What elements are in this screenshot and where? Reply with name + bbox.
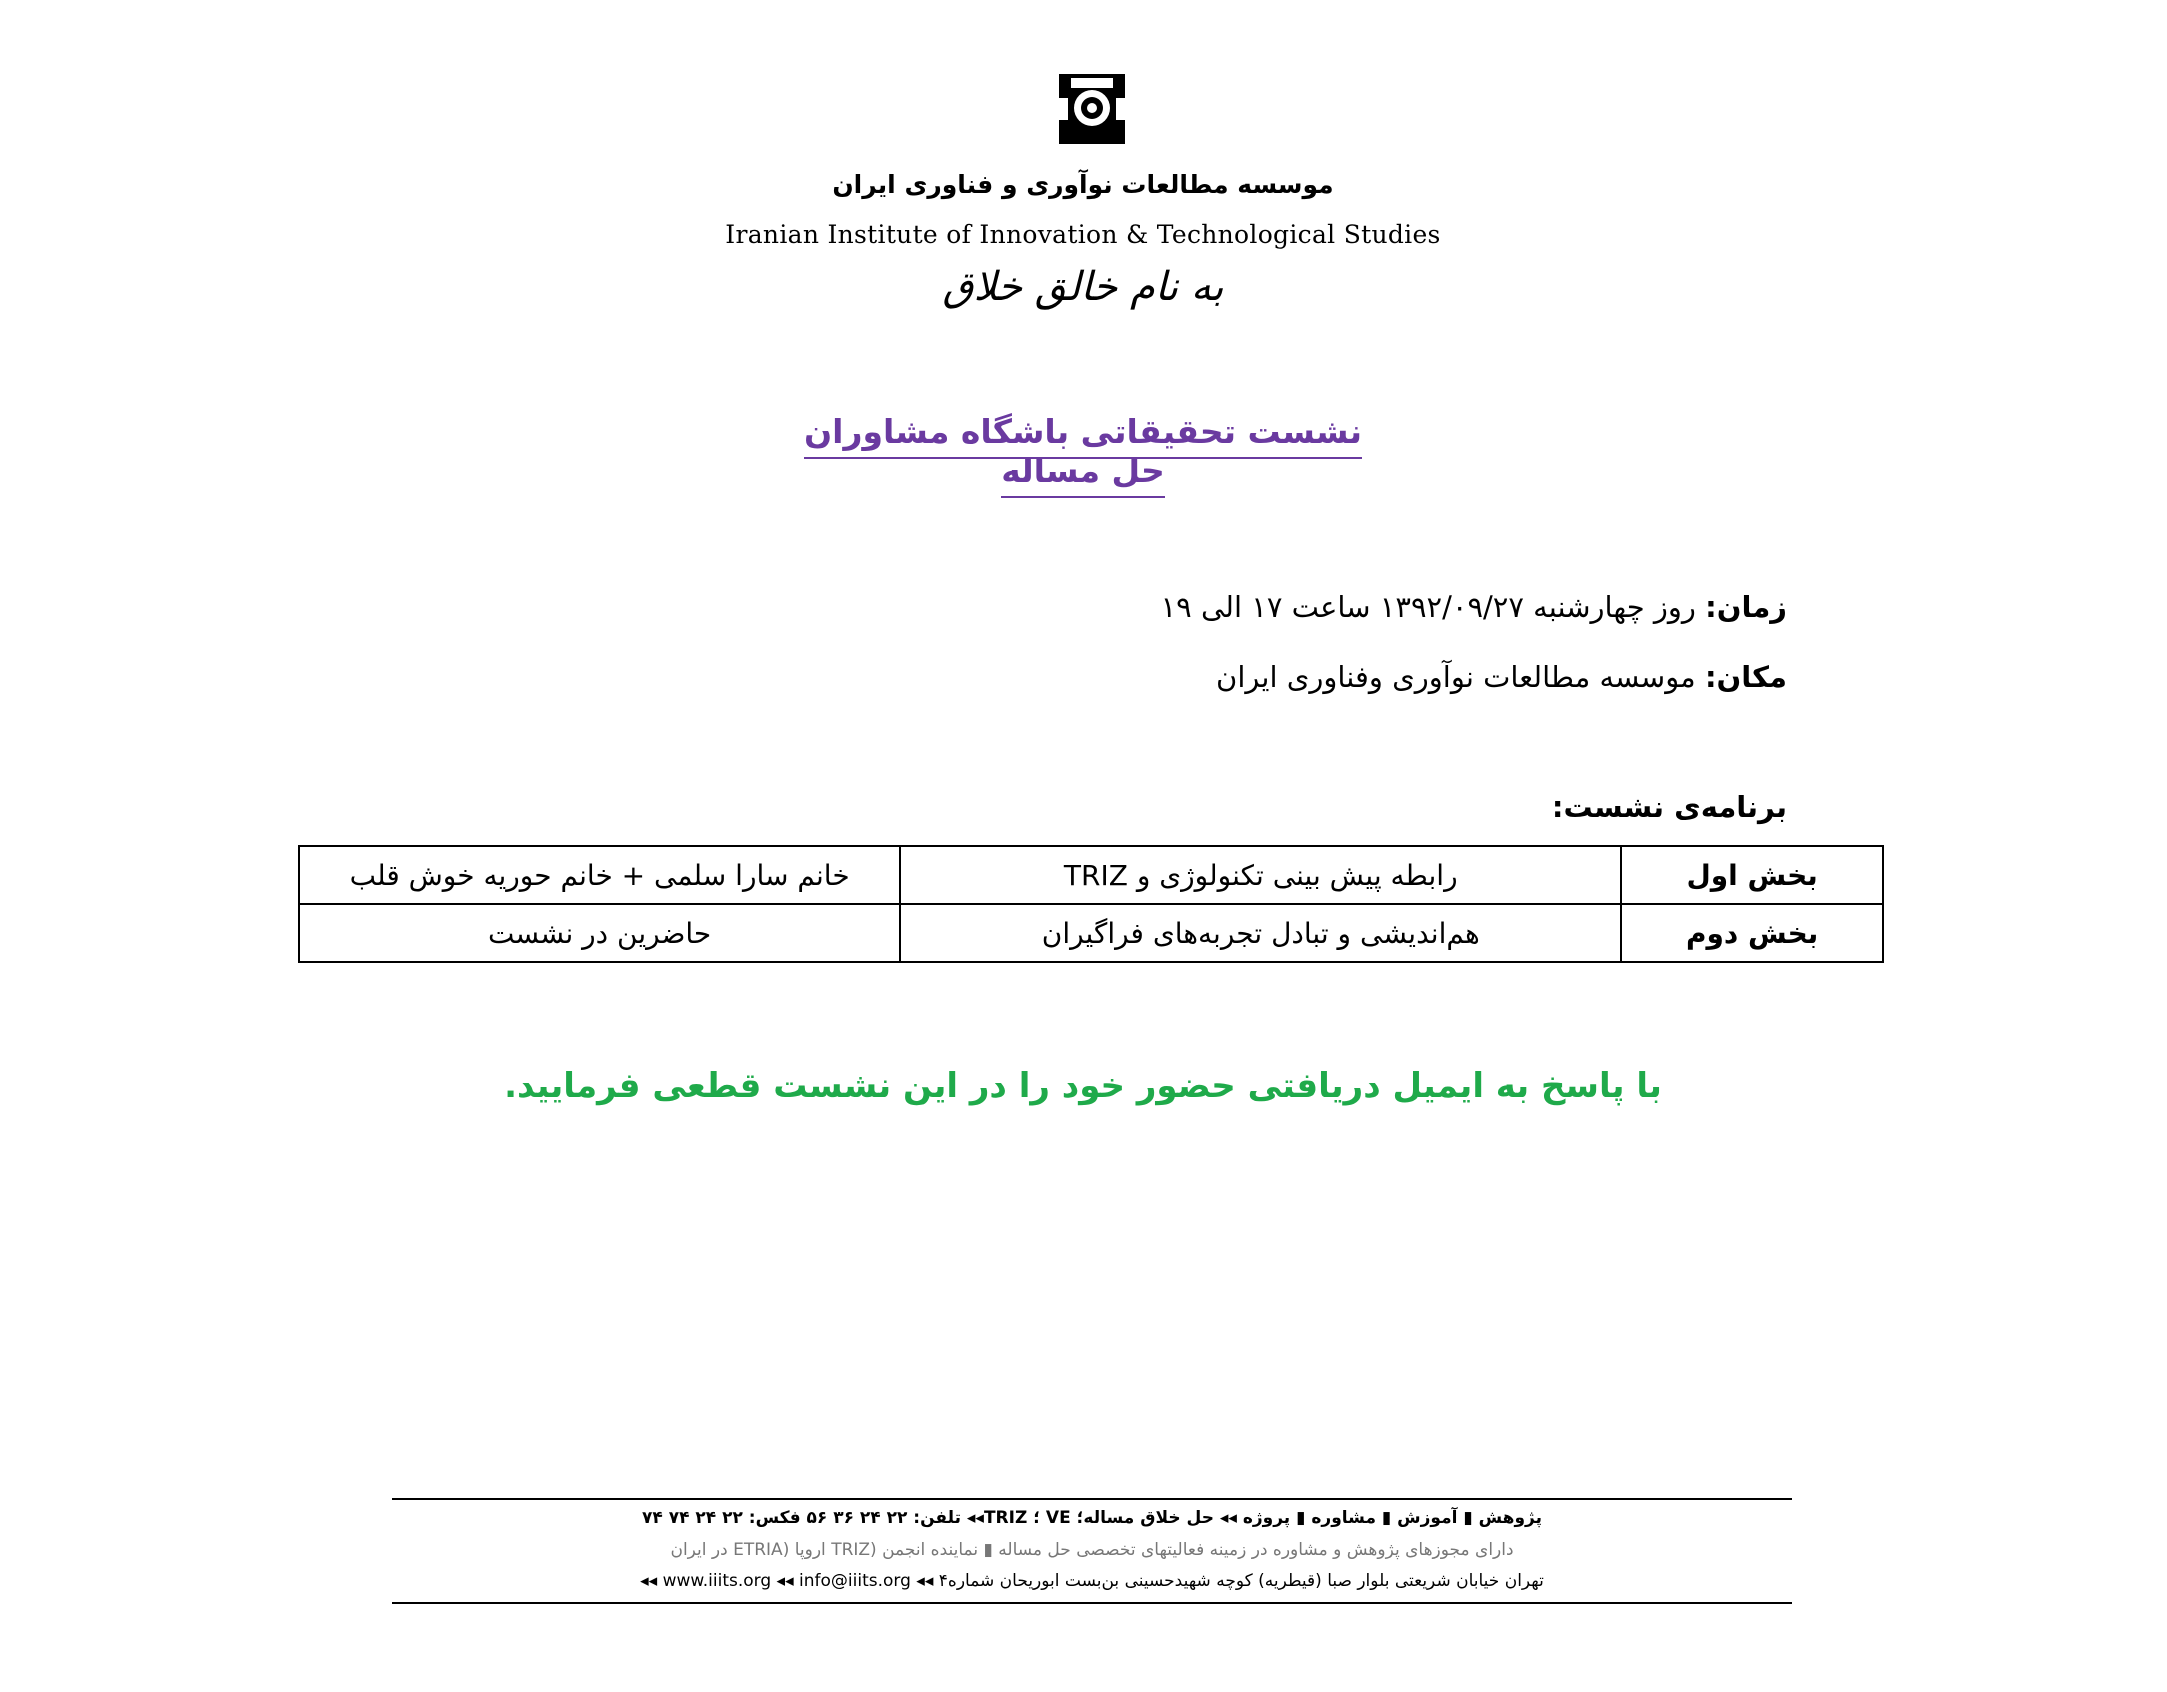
place-line <box>787 660 1787 694</box>
time-label: زمان: <box>1705 590 1787 624</box>
footer-license-line: دارای مجوزهای پژوهش و مشاوره در زمینه فعالیتهای تخصصی حل مساله ▮ نماینده انجمن (TRIZ اروپا (ETRIA در ایران <box>670 1540 1514 1560</box>
footer-bottom-divider <box>392 1602 1792 1604</box>
footer-top-divider <box>392 1498 1792 1500</box>
place-value: موسسه مطالعات نوآوری وفناوری ایران <box>1216 660 1696 694</box>
institute-logo-icon <box>1057 72 1127 146</box>
presenter-cell: خانم سارا سلمی + خانم حوریه خوش قلب <box>299 846 900 904</box>
invocation-calligraphy: به نام خالق خلاق <box>942 264 1224 310</box>
footer-address-line: تهران خیابان شریعتی بلوار صبا (قیطریه) کوچه شهیدحسینی بن‌بست ابوریحان شماره۴ ◂◂ www.iiits.org ◂◂ info@iiits.org ◂◂ <box>640 1571 1544 1591</box>
topic-cell: هم‌اندیشی و تبادل تجربه‌های فراگیران <box>900 904 1621 962</box>
org-name-english: Iranian Institute of Innovation & Technological Studies <box>725 220 1441 249</box>
topic-cell: رابطه پیش بینی تکنولوژی و TRIZ <box>900 846 1621 904</box>
footer-services-line: پژوهش ▮ آموزش ▮ مشاوره ▮ پروژه ◂◂ حل خلاق مساله؛ VE ؛ TRIZ◂◂ تلفن: ۲۲ ۲۴ ۳۶ ۵۶ فکس: ۲۲ ۲۴ ۷۴ ۷۴ <box>642 1508 1542 1528</box>
org-name-persian: موسسه مطالعات نوآوری و فناوری ایران <box>832 170 1334 199</box>
section-cell: بخش دوم <box>1621 904 1883 962</box>
table-row <box>299 846 1883 904</box>
meeting-title-container <box>783 412 1383 490</box>
program-heading: برنامه‌ی نشست: <box>1551 790 1787 824</box>
rsvp-notice: با پاسخ به ایمیل دریافتی حضور خود را در این نشست قطعی فرمایید. <box>504 1066 1662 1106</box>
meeting-title: نشست تحقیقاتی باشگاه مشاوران حل مساله <box>804 412 1362 498</box>
place-label: مکان: <box>1704 660 1787 694</box>
presenter-cell: حاضرین در نشست <box>299 904 900 962</box>
program-table <box>298 845 1884 963</box>
time-value: روز چهارشنبه ۱۳۹۲/۰۹/۲۷ ساعت ۱۷ الی ۱۹ <box>1160 590 1696 624</box>
time-line <box>787 590 1787 624</box>
section-cell: بخش اول <box>1621 846 1883 904</box>
table-row <box>299 904 1883 962</box>
